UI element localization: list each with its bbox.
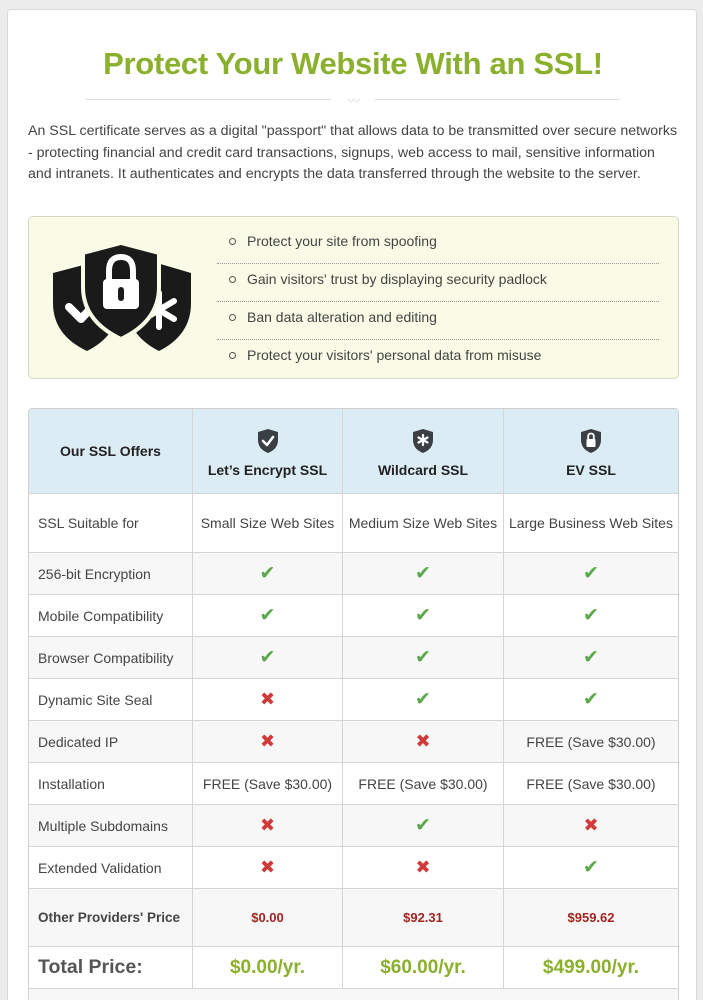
cell-value: FREE (Save $30.00) <box>192 763 342 804</box>
cell-cross <box>503 805 678 846</box>
plan-header-lets-encrypt <box>192 409 342 493</box>
page-title: Protect Your Website With an SSL! <box>103 46 603 81</box>
check-icon: ✔ <box>259 646 276 668</box>
plan-name: EV SSL <box>566 462 616 478</box>
shield-check-icon <box>257 428 279 454</box>
row-label: Other Providers' Price <box>38 909 181 925</box>
check-icon: ✔ <box>259 562 276 584</box>
row-label: Browser Compatibility <box>38 649 174 666</box>
check-icon: ✔ <box>583 688 599 710</box>
features-box <box>28 216 679 379</box>
table-row-other-price <box>29 888 678 946</box>
cross-icon: ✖ <box>259 814 276 836</box>
cell-cross <box>342 847 503 888</box>
cell-cross <box>192 679 342 720</box>
cell-check <box>342 553 503 594</box>
check-icon: ✔ <box>415 646 431 668</box>
total-value: $0.00/yr. <box>192 947 342 988</box>
cross-icon: ✖ <box>259 856 276 878</box>
plan-name: Wildcard SSL <box>377 462 469 478</box>
cell-check <box>503 595 678 636</box>
check-icon: ✔ <box>415 814 431 836</box>
list-item: Gain visitors' trust by displaying security padlock <box>217 264 659 302</box>
row-label: Multiple Subdomains <box>38 817 168 834</box>
check-icon: ✔ <box>583 856 599 878</box>
cross-icon: ✖ <box>259 688 276 710</box>
cell-value: Large Business Web Sites <box>503 494 678 552</box>
table-row <box>29 846 678 888</box>
plan-header-ev <box>503 409 678 493</box>
cell-check <box>503 847 678 888</box>
row-label: Dynamic Site Seal <box>38 691 153 708</box>
list-item: Ban data alteration and editing <box>217 302 659 340</box>
list-item: Protect your site from spoofing <box>217 226 659 264</box>
title-divider <box>86 94 620 106</box>
list-item: Protect your visitors' personal data from misuse <box>217 340 659 378</box>
table-header-label: Our SSL Offers <box>60 443 161 459</box>
ssl-offer-card <box>7 9 697 1000</box>
table-footer-row <box>29 988 678 1000</box>
price-value: $92.31 <box>342 889 503 946</box>
row-label: Total Price: <box>38 956 143 978</box>
cell-check <box>342 805 503 846</box>
check-icon: ✔ <box>583 562 599 584</box>
check-icon: ✔ <box>259 604 276 626</box>
cell-value: FREE (Save $30.00) <box>342 763 503 804</box>
table-row <box>29 804 678 846</box>
cell-check <box>503 679 678 720</box>
cell-cross <box>342 721 503 762</box>
ssl-comparison-table <box>28 408 679 1000</box>
cell-check <box>342 637 503 678</box>
check-icon: ✔ <box>415 688 431 710</box>
row-label: SSL Suitable for <box>38 515 139 531</box>
cell-cross <box>192 847 342 888</box>
table-row <box>29 720 678 762</box>
cell-cross <box>192 721 342 762</box>
cell-check <box>342 679 503 720</box>
total-value: $499.00/yr. <box>503 947 678 988</box>
plan-header-wildcard <box>342 409 503 493</box>
shield-asterisk-icon <box>412 428 434 454</box>
cell-cross <box>192 805 342 846</box>
table-header-row <box>29 409 678 493</box>
cell-check <box>342 595 503 636</box>
intro-text: An SSL certificate serves as a digital "passport" that allows data to be transmitted over secure networks - protecting financial and credit card transactions, signups, web access to mail, sensitive information and intranets. It authenticates and encrypts the data transferred through the website to the server. <box>28 123 678 182</box>
row-label: Mobile Compatibility <box>38 607 164 624</box>
cross-icon: ✖ <box>415 730 431 752</box>
feature-list <box>217 226 659 378</box>
security-shields-icon <box>51 243 195 355</box>
table-row <box>29 594 678 636</box>
table-row-total <box>29 946 678 988</box>
table-row <box>29 636 678 678</box>
cross-icon: ✖ <box>415 856 431 878</box>
row-label: 256-bit Encryption <box>38 565 151 582</box>
cell-check <box>192 637 342 678</box>
cell-value: FREE (Save $30.00) <box>503 763 678 804</box>
row-label: Dedicated IP <box>38 733 119 750</box>
cell-value: Small Size Web Sites <box>192 494 342 552</box>
cell-value: FREE (Save $30.00) <box>503 721 678 762</box>
price-value: $959.62 <box>503 889 678 946</box>
cell-check <box>503 637 678 678</box>
table-row <box>29 678 678 720</box>
cross-icon: ✖ <box>583 814 599 836</box>
total-value: $60.00/yr. <box>342 947 503 988</box>
row-label: Extended Validation <box>38 859 162 876</box>
cell-check <box>192 553 342 594</box>
cell-value: Medium Size Web Sites <box>342 494 503 552</box>
divider-ornament-icon: 〰 <box>348 94 361 108</box>
check-icon: ✔ <box>415 604 431 626</box>
table-row <box>29 493 678 552</box>
row-label: Installation <box>38 775 105 792</box>
plan-name: Let’s Encrypt SSL <box>207 462 328 478</box>
check-icon: ✔ <box>583 646 599 668</box>
table-row <box>29 552 678 594</box>
price-value: $0.00 <box>192 889 342 946</box>
shield-lock-icon <box>580 428 602 454</box>
cell-check <box>192 595 342 636</box>
check-icon: ✔ <box>415 562 431 584</box>
cross-icon: ✖ <box>259 730 276 752</box>
check-icon: ✔ <box>583 604 599 626</box>
table-row <box>29 762 678 804</box>
cell-check <box>503 553 678 594</box>
